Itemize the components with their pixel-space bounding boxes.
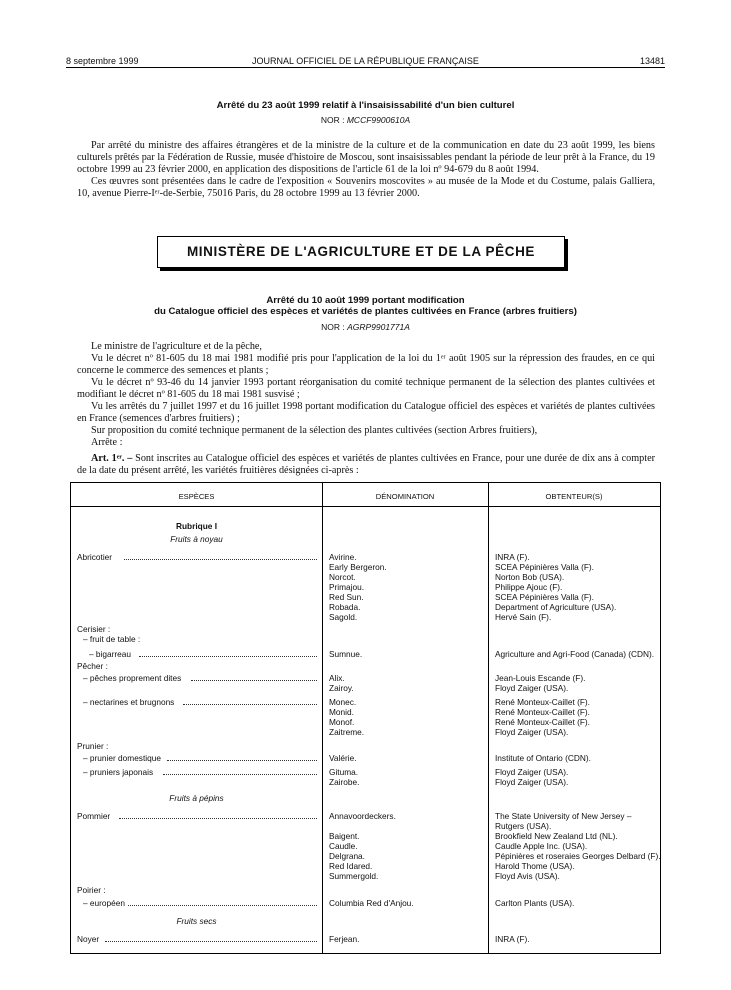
col-header-especes: ESPÈCES [178, 492, 215, 501]
denomination: Sumnue. [329, 649, 363, 659]
subspecies-nectarines: – nectarines et brugnons [83, 697, 175, 707]
obtenteur: René Monteux-Caillet (F). [495, 697, 590, 707]
obtenteur: Institute of Ontario (CDN). [495, 753, 591, 763]
column-divider [322, 483, 323, 953]
denomination: Red Sun. [329, 592, 364, 602]
denomination: Zairobe. [329, 777, 360, 787]
article-1 [77, 453, 655, 477]
denomination: Caudle. [329, 841, 358, 851]
denomination: Baigent. [329, 831, 360, 841]
col-header-denomination: DÉNOMINATION [375, 492, 435, 501]
denomination: Monec. [329, 697, 357, 707]
nor-code: AGRP9901771A [347, 322, 410, 332]
nor-label: NOR : [320, 115, 345, 125]
obtenteur: SCEA Pépinières Valla (F). [495, 592, 594, 602]
denomination: Zaitreme. [329, 727, 365, 737]
denomination: Primajou. [329, 582, 365, 592]
dot-leader [163, 774, 317, 775]
obtenteur: Pépinières et roseraies Georges Delbard (F). [495, 851, 661, 861]
denomination: Alix. [329, 673, 345, 683]
ministry-heading: MINISTÈRE DE L'AGRICULTURE ET DE LA PÊCHE [157, 236, 565, 268]
decree-2-nor [0, 321, 731, 333]
decree-1-paragraph-2: Ces œuvres sont présentées dans le cadre de l'exposition « Souvenirs moscovites » au musée de la Mode et du Costume, palais Galliera, 10, avenue Pierre-Iᵉʳ-de-Serbie, 75016 Paris, du 28 octobre 1999 au 13 février 2000. [77, 176, 655, 199]
dot-leader [124, 559, 317, 560]
arrete-label: Arrête : [91, 437, 123, 448]
dot-leader [183, 704, 317, 705]
denomination: Valérie. [329, 753, 357, 763]
preamble-vu-1: Vu le décret nº 81-605 du 18 mai 1981 modifié pris pour l'application de la loi du 1ᵉʳ août 1905 sur la répression des fraudes, en ce qui concerne le commerce des semences et plants ; [77, 353, 655, 376]
decree-1-title: Arrêté du 23 août 1999 relatif à l'insaisissabilité d'un bien culturel [216, 100, 515, 111]
obtenteur: Floyd Zaiger (USA). [495, 777, 569, 787]
obtenteur: Floyd Zaiger (USA). [495, 683, 569, 693]
obtenteur: Carlton Plants (USA). [495, 898, 575, 908]
species-pecher: Pêcher : [77, 661, 108, 671]
denomination: Avirine. [329, 552, 357, 562]
obtenteur: Caudle Apple Inc. (USA). [495, 841, 588, 851]
dot-leader [167, 760, 317, 761]
obtenteur: Agriculture and Agri-Food (Canada) (CDN). [495, 649, 655, 659]
species-cerisier: Cerisier : [77, 624, 111, 634]
decree-1-body [77, 140, 655, 200]
header-rule [66, 67, 665, 68]
denomination: Gituma. [329, 767, 359, 777]
varieties-table [70, 482, 661, 954]
obtenteur: Department of Agriculture (USA). [495, 602, 617, 612]
section-fruits-secs: Fruits secs [176, 916, 217, 926]
subspecies-europeen: – européen [83, 898, 125, 908]
subspecies-peches: – pêches proprement dites [83, 673, 182, 683]
nor-code: MCCF9900610A [346, 115, 411, 125]
nor-label: NOR : [321, 322, 345, 332]
preamble-vu-2: Vu le décret nº 93-46 du 14 janvier 1993 portant réorganisation du comité technique permanent de la sélection des plantes cultivées et modifiant le décret nº 81-605 du 18 mai 1981 susvisé ; [77, 377, 655, 400]
preamble-proposal: Sur proposition du comité technique permanent de la sélection des plantes cultivées (section Arbres fruitiers), [91, 425, 538, 436]
species-pommier: Pommier [77, 811, 111, 821]
denomination: Monid. [329, 707, 354, 717]
subspecies-fruit-de-table: – fruit de table : [83, 634, 141, 644]
species-prunier: Prunier : [77, 741, 109, 751]
issue-date: 8 septembre 1999 [66, 56, 139, 66]
section-fruits-pepins: Fruits à pépins [169, 793, 224, 803]
section-fruits-noyau: Fruits à noyau [170, 534, 223, 544]
article-1-text: Sont inscrites au Catalogue officiel des espèces et variétés de plantes cultivées en France, pour une durée de dix ans à compter de la date du présent arrêté, les variétés fruitières désignées ci-après : [77, 453, 656, 476]
denomination: Red Idared. [329, 861, 373, 871]
obtenteur: Floyd Zaiger (USA). [495, 727, 569, 737]
obtenteur: SCEA Pépinières Valla (F). [495, 562, 594, 572]
article-1-label: Art. 1ᵉʳ. – [91, 453, 133, 464]
denomination: Annavoordeckers. [329, 811, 396, 821]
denomination: Sagold. [329, 612, 358, 622]
denomination: Ferjean. [329, 934, 360, 944]
journal-name: JOURNAL OFFICIEL DE LA RÉPUBLIQUE FRANÇAISE [252, 56, 479, 66]
denomination: Early Bergeron. [329, 562, 387, 572]
subspecies-pruniers-japonais: – pruniers japonais [83, 767, 154, 777]
obtenteur: The State University of New Jersey – Rutgers (USA). [495, 811, 632, 831]
obtenteur: Harold Thome (USA). [495, 861, 575, 871]
species-poirier: Poirier : [77, 885, 106, 895]
obtenteur: Floyd Zaiger (USA). [495, 767, 569, 777]
decree-2-title-line-2: du Catalogue officiel des espèces et variétés de plantes cultivées en France (arbres fruitiers) [154, 306, 577, 317]
species-noyer: Noyer [77, 934, 100, 944]
denomination: Zairoy. [329, 683, 354, 693]
rubrique-heading: Rubrique I [175, 521, 218, 531]
denomination: Columbia Red d'Anjou. [329, 898, 414, 908]
column-divider [488, 483, 489, 953]
obtenteur: Philippe Ajouc (F). [495, 582, 563, 592]
denomination: Robada. [329, 602, 361, 612]
denomination: Monof. [329, 717, 355, 727]
preamble-vu-3: Vu les arrêtés du 7 juillet 1997 et du 16 juillet 1998 portant modification du Catalogue officiel des espèces et variétés de plantes cultivées en France (semences d'arbres fruitiers) ; [77, 401, 655, 424]
decree-2-title-line-1: Arrêté du 10 août 1999 portant modification [266, 295, 465, 306]
obtenteur: Floyd Avis (USA). [495, 871, 560, 881]
denomination: Delgrana. [329, 851, 365, 861]
subspecies-bigarreau: – bigarreau [89, 649, 131, 659]
obtenteur: René Monteux-Caillet (F). [495, 707, 590, 717]
decree-2-preamble [77, 341, 655, 437]
preamble-minister: Le ministre de l'agriculture et de la pêche, [91, 341, 262, 352]
subspecies-prunier-domestique: – prunier domestique [83, 753, 161, 763]
dot-leader [119, 818, 317, 819]
decree-1-paragraph-1: Par arrêté du ministre des affaires étrangères et de la ministre de la culture et de la communication en date du 23 août 1999, les biens culturels prêtés par la Fédération de Russie, musée d'histoire de Moscou, sont insaisissables pendant la période de leur prêt à la France, du 19 octobre 1999 au 23 février 2000, en application des dispositions de l'article 61 de la loi nº 94-679 du 8 août 1994. [77, 140, 655, 175]
obtenteur: Jean-Louis Escande (F). [495, 673, 586, 683]
dot-leader [128, 905, 317, 906]
obtenteur: INRA (F). [495, 934, 530, 944]
obtenteur: INRA (F). [495, 552, 530, 562]
denomination: Norcot. [329, 572, 356, 582]
dot-leader [191, 680, 317, 681]
obtenteur: Brookfield New Zealand Ltd (NL). [495, 831, 618, 841]
col-header-obtenteurs: OBTENTEUR(S) [545, 492, 603, 501]
denomination: Summergold. [329, 871, 379, 881]
page-number: 13481 [639, 56, 665, 66]
dot-leader [105, 941, 317, 942]
obtenteur: René Monteux-Caillet (F). [495, 717, 590, 727]
header-divider [71, 506, 660, 507]
obtenteur: Hervé Sain (F). [495, 612, 552, 622]
obtenteur: Norton Bob (USA). [495, 572, 565, 582]
decree-1-nor [0, 114, 731, 126]
dot-leader [139, 656, 317, 657]
species-abricotier: Abricotier [77, 552, 113, 562]
